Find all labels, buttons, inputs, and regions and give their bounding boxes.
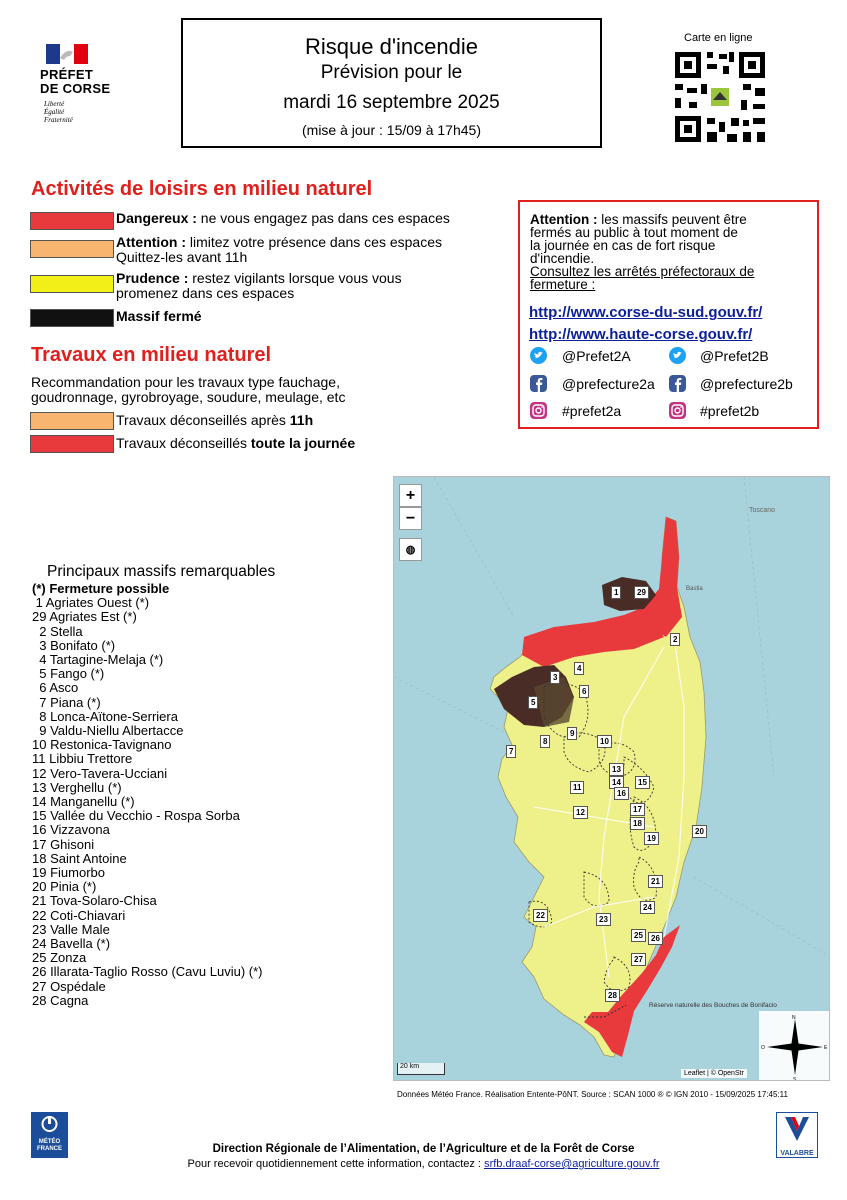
compass-rose-icon: [759, 1011, 830, 1081]
massif-list-title: Principaux massifs remarquables: [47, 563, 276, 580]
qr-label: Carte en ligne: [684, 32, 753, 44]
list-item: 21 Tova-Solaro-Chisa: [32, 893, 157, 909]
leisure-heading: Activités de loisirs en milieu naturel: [31, 178, 373, 200]
legend-closed: [116, 309, 202, 324]
prefet-logo: [40, 44, 150, 124]
map-marker-9[interactable]: 9: [567, 727, 577, 740]
compass-e: E: [824, 1045, 828, 1051]
map-marker-25[interactable]: 25: [631, 929, 646, 942]
list-item: 9 Valdu-Niellu Albertacce: [32, 723, 184, 739]
title-box: [181, 18, 602, 148]
works-item-11h-text: Travaux déconseillés après: [116, 412, 290, 428]
map-marker-28[interactable]: 28: [605, 989, 620, 1002]
map-marker-27[interactable]: 27: [631, 953, 646, 966]
qr-code-icon[interactable]: [671, 48, 769, 146]
works-swatch-allday: [30, 435, 114, 453]
list-item: 8 Lonca-Aïtone-Serriera: [32, 708, 178, 724]
works-item-allday-text: Travaux déconseillés: [116, 435, 251, 451]
list-item: 23 Valle Male: [32, 921, 110, 937]
page-title: Risque d'incendie: [305, 34, 478, 59]
list-item: 19 Fiumorbo: [32, 865, 105, 881]
list-item: 11 Libbiu Trettore: [32, 751, 133, 767]
meteo-france-text: MÉTÉO FRANCE: [37, 1139, 62, 1152]
map-marker-18[interactable]: 18: [630, 817, 645, 830]
valabre-logo: [776, 1112, 818, 1158]
map-marker-13[interactable]: 13: [609, 763, 624, 776]
legend-prudence-text: restez vigilants lorsque vous vous: [188, 270, 402, 286]
list-item: 7 Piana (*): [32, 694, 101, 710]
legend-prudence-text2: promenez dans ces espaces: [116, 285, 295, 301]
place-label-reserve: Réserve naturelle des Bouches de Bonifacio: [649, 1002, 777, 1009]
list-item: 4 Tartagine-Melaja (*): [32, 652, 164, 668]
massif-note: (*) Fermeture possible: [32, 581, 170, 596]
list-item: 12 Vero-Tavera-Ucciani: [32, 765, 168, 781]
map-marker-5[interactable]: 5: [528, 696, 538, 709]
layers-icon[interactable]: ◍: [399, 538, 422, 561]
works-item-11h-bold: 11h: [289, 412, 314, 428]
legend-prudence-label: Prudence :: [116, 270, 189, 286]
map-marker-16[interactable]: 16: [614, 787, 629, 800]
place-label-bastia: Bastia: [686, 586, 703, 592]
map-marker-12[interactable]: 12: [573, 806, 588, 819]
footer-contact: [0, 1158, 847, 1170]
list-item: 29 Agriates Est (*): [32, 609, 137, 625]
list-item: 18 Saint Antoine: [32, 850, 127, 866]
map-marker-19[interactable]: 19: [644, 832, 659, 845]
info-attention: [530, 213, 754, 291]
footer-contact-prefix: Pour recevoir quotidiennement cette information, contactez :: [187, 1158, 485, 1170]
legend-swatch-closed: [30, 309, 114, 327]
list-item: 10 Restonica-Tavignano: [32, 737, 172, 753]
facebook-prefecture2a[interactable]: @prefecture2a: [562, 376, 655, 392]
facebook-icon[interactable]: [530, 375, 547, 392]
map-credits: Données Météo France. Réalisation Entente-PôNT. Source : SCAN 1000 ® © IGN 2010 - 15/09/2025 17:45:11: [397, 1090, 788, 1099]
compass-n: N: [792, 1015, 796, 1021]
legend-dangerous: [116, 211, 450, 226]
compass-o: O: [761, 1045, 765, 1051]
valabre-text: VALABRE: [780, 1150, 814, 1157]
compass-s: S: [793, 1077, 797, 1082]
massif-list: [32, 582, 262, 1008]
instagram-icon[interactable]: [669, 402, 686, 419]
legend-dangerous-label: Dangereux :: [116, 210, 197, 226]
place-label-toscano: Toscano: [749, 507, 776, 514]
legend-attention-text: limitez votre présence dans ces espaces: [185, 234, 442, 250]
zoom-out-button[interactable]: −: [399, 507, 422, 530]
legend-dangerous-text: ne vous engagez pas dans ces espaces: [196, 210, 450, 226]
map-marker-2[interactable]: 2: [670, 633, 680, 646]
twitter-icon[interactable]: [530, 347, 547, 364]
map-marker-4[interactable]: 4: [574, 662, 584, 675]
map-marker-17[interactable]: 17: [630, 803, 645, 816]
info-attention-4: d'incendie.: [530, 251, 595, 266]
link-corse-du-sud[interactable]: http://www.corse-du-sud.gouv.fr/: [529, 304, 763, 321]
info-attention-label: Attention :: [530, 212, 598, 227]
list-item: 17 Ghisoni: [32, 836, 95, 852]
fire-risk-map[interactable]: [393, 476, 830, 1081]
map-marker-22[interactable]: 22: [533, 909, 548, 922]
list-item: 27 Ospédale: [32, 978, 106, 994]
works-recommendation: [31, 375, 345, 405]
legend-closed-label: Massif fermé: [116, 308, 202, 324]
forecast-label: Prévision pour le: [320, 62, 463, 83]
map-marker-20[interactable]: 20: [692, 825, 707, 838]
footer-direction: Direction Régionale de l’Alimentation, de l’Agriculture et de la Forêt de Corse: [212, 1143, 635, 1155]
map-marker-10[interactable]: 10: [597, 735, 612, 748]
legend-attention: [116, 235, 442, 265]
marianne-flag-icon: [46, 44, 88, 64]
list-item: 3 Bonifato (*): [32, 637, 116, 653]
map-marker-29[interactable]: 29: [634, 586, 649, 599]
map-marker-15[interactable]: 15: [635, 776, 650, 789]
map-marker-1[interactable]: 1: [611, 586, 621, 599]
zoom-in-button[interactable]: +: [399, 484, 422, 507]
info-attention-2: fermés au public à tout moment de: [530, 225, 738, 240]
works-item-allday-bold: toute la journée: [250, 435, 356, 451]
valabre-icon: [777, 1113, 817, 1145]
map-marker-6[interactable]: 6: [579, 685, 589, 698]
legend-swatch-prudence: [30, 275, 114, 293]
twitter-prefet2b[interactable]: @Prefet2B: [700, 348, 769, 364]
list-item: 20 Pinia (*): [32, 879, 97, 895]
list-item: 28 Cagna: [32, 992, 89, 1008]
map-marker-24[interactable]: 24: [640, 901, 655, 914]
list-item: 6 Asco: [32, 680, 79, 696]
info-attention-1: les massifs peuvent être: [597, 212, 747, 227]
twitter-prefet2a[interactable]: @Prefet2A: [562, 348, 631, 364]
map-marker-11[interactable]: 11: [570, 781, 584, 794]
map-marker-23[interactable]: 23: [596, 913, 611, 926]
instagram-icon[interactable]: [530, 402, 547, 419]
legend-attention-label: Attention :: [116, 234, 186, 250]
legend-swatch-attention: [30, 240, 114, 258]
map-marker-8[interactable]: 8: [540, 735, 550, 748]
footer-email-link[interactable]: srfb.draaf-corse@agriculture.gouv.fr: [484, 1158, 660, 1170]
map-scale: 20 km: [397, 1063, 445, 1075]
info-consult-1: Consultez les arrêtés préfectoraux de: [530, 264, 755, 279]
works-swatch-11h: [30, 412, 114, 430]
works-item-11h: [116, 413, 313, 428]
twitter-icon[interactable]: [669, 347, 686, 364]
list-item: 5 Fango (*): [32, 666, 105, 682]
map-marker-26[interactable]: 26: [648, 932, 663, 945]
list-item: 13 Verghellu (*): [32, 779, 122, 795]
forecast-date: mardi 16 septembre 2025: [283, 92, 500, 113]
prefet-title: PRÉFET DE CORSE: [40, 67, 111, 96]
map-attribution[interactable]: Leaflet | © OpenStr: [681, 1069, 747, 1078]
works-heading: Travaux en milieu naturel: [31, 344, 272, 366]
list-item: 26 Illarata-Taglio Rosso (Cavu Luviu) (*): [32, 964, 263, 980]
info-consult-2: fermeture :: [530, 277, 596, 292]
list-item: 22 Coti-Chiavari: [32, 907, 126, 923]
works-item-allday: [116, 436, 355, 451]
info-attention-3: la journée en cas de fort risque: [530, 238, 716, 253]
map-marker-3[interactable]: 3: [550, 671, 560, 684]
works-recommendation-1: Recommandation pour les travaux type fauchage,: [31, 374, 340, 390]
link-haute-corse[interactable]: http://www.haute-corse.gouv.fr/: [529, 326, 753, 343]
list-item: 25 Zonza: [32, 950, 87, 966]
info-box: [518, 200, 819, 429]
map-marker-14[interactable]: 14: [609, 776, 624, 789]
update-time: (mise à jour : 15/09 à 17h45): [302, 122, 481, 138]
list-item: 2 Stella: [32, 623, 83, 639]
list-item: 16 Vizzavona: [32, 822, 110, 838]
meteo-france-icon: [31, 1112, 68, 1134]
map-marker-7[interactable]: 7: [506, 745, 516, 758]
facebook-prefecture2b[interactable]: @prefecture2b: [700, 376, 793, 392]
legend-attention-text2: Quittez-les avant 11h: [116, 249, 248, 265]
legend-prudence: [116, 271, 402, 301]
works-recommendation-2: goudronnage, gyrobroyage, soudure, meulage, etc: [31, 389, 346, 405]
legend-swatch-dangerous: [30, 212, 114, 230]
facebook-icon[interactable]: [669, 375, 686, 392]
list-item: 24 Bavella (*): [32, 936, 111, 952]
list-item: 15 Vallée du Vecchio - Rospa Sorba: [32, 808, 240, 824]
instagram-prefet2b[interactable]: #prefet2b: [700, 403, 760, 419]
list-item: 1 Agriates Ouest (*): [32, 595, 150, 611]
map-marker-21[interactable]: 21: [648, 875, 663, 888]
instagram-prefet2a[interactable]: #prefet2a: [562, 403, 622, 419]
list-item: 14 Manganellu (*): [32, 794, 135, 810]
prefet-motto: Liberté Égalité Fraternité: [44, 100, 73, 124]
